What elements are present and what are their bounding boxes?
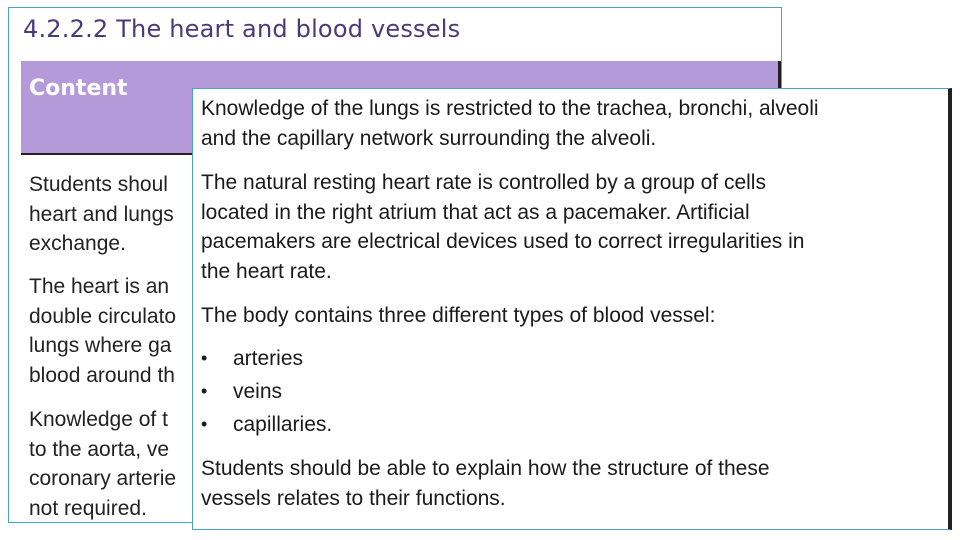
structure-function-paragraph: Students should be able to explain how the structure of these vessels relates to their functions. xyxy=(201,457,770,510)
list-item xyxy=(201,342,332,375)
lungs-paragraph: Knowledge of the lungs is restricted to the trachea, bronchi, alveoli and the capillary network surrounding the alveoli. xyxy=(201,97,819,150)
list-item-label: capillaries. xyxy=(233,413,333,436)
back-paragraph-2: The heart is an double circulato lungs where ga blood around th xyxy=(29,275,177,387)
spec-excerpt-overlay xyxy=(192,88,952,530)
blood-vessel-intro: The body contains three different types of blood vessel: xyxy=(201,304,716,327)
bullet-icon: • xyxy=(201,348,208,368)
list-item xyxy=(201,408,332,441)
section-title: 4.2.2.2 The heart and blood vessels xyxy=(23,15,461,43)
bullet-icon: • xyxy=(201,381,208,401)
bullet-icon: • xyxy=(201,414,208,434)
content-header-label: Content xyxy=(29,76,128,101)
back-paragraph-1: Students shoul heart and lungs exchange. xyxy=(29,173,174,255)
back-paragraph-3: Knowledge of t to the aorta, ve coronary arterie not required. xyxy=(29,408,177,520)
list-item xyxy=(201,375,332,408)
list-item-label: veins xyxy=(233,380,283,403)
list-item-label: arteries xyxy=(233,347,304,370)
heart-rate-paragraph: The natural resting heart rate is controlled by a group of cells located in the right atrium that act as a pacemaker. Artificial pacemakers are electrical devices used to correct irregularities in the heart rate. xyxy=(201,171,805,283)
blood-vessel-list xyxy=(201,342,332,441)
